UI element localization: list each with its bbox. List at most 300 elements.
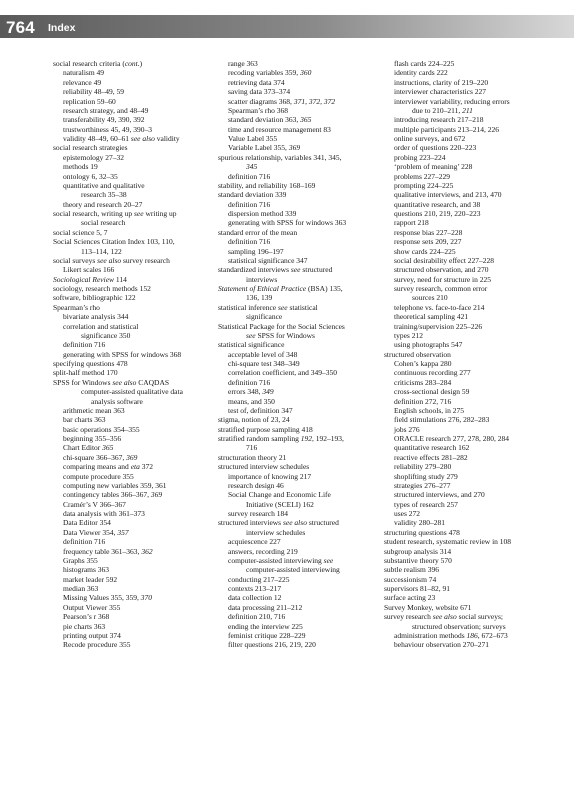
index-entry xyxy=(53,247,223,256)
index-entry-text: dispersion method 339 xyxy=(228,209,297,218)
index-entry xyxy=(218,134,388,143)
index-entry-text: definition 716 xyxy=(228,171,271,181)
index-entry-text: replication 59–60 xyxy=(63,96,116,106)
index-entry xyxy=(218,237,388,246)
index-entry-text: interviewer characteristics 227 xyxy=(394,87,487,97)
index-entry-text: strategies 276–277 xyxy=(394,480,451,490)
index-column-3 xyxy=(384,59,564,650)
index-entry-text: Output Viewer 355 xyxy=(63,602,121,612)
index-entry-text: response bias 227–228 xyxy=(394,227,463,237)
index-entry-text: 716 xyxy=(246,443,258,453)
index-entry-text: Spearman’s rho 368 xyxy=(228,105,288,115)
index-entry-text: behaviour observation 270–271 xyxy=(394,640,489,650)
index-entry xyxy=(218,368,388,377)
index-entry xyxy=(218,78,388,87)
index-entry-text: spurious relationship, variables 341, 345, xyxy=(218,152,342,162)
index-entry xyxy=(384,453,564,462)
index-entry-text: significance 350 xyxy=(81,330,131,340)
index-entry xyxy=(384,331,564,340)
index-entry-text: definition 272, 716 xyxy=(394,396,452,406)
index-entry xyxy=(384,106,564,115)
index-entry xyxy=(218,200,388,209)
index-entry-text: structuration theory 21 xyxy=(218,452,287,462)
index-entry-text: using photographs 547 xyxy=(394,340,463,350)
index-entry xyxy=(218,350,388,359)
index-entry xyxy=(218,387,388,396)
index-entry xyxy=(53,162,223,171)
index-entry-text: statistical significance 347 xyxy=(228,255,308,265)
index-entry-text: Data Editor 354 xyxy=(63,518,111,528)
index-entry xyxy=(384,584,564,593)
index-entry-text: bar charts 363 xyxy=(63,415,106,425)
index-entry xyxy=(384,200,564,209)
index-entry-text: generating with SPSS for windows 368 xyxy=(63,349,182,359)
index-entry xyxy=(218,359,388,368)
index-entry-text: standardized interviews xyxy=(218,265,291,275)
index-entry xyxy=(218,228,388,237)
index-entry xyxy=(218,331,388,340)
index-entry xyxy=(53,284,223,293)
index-entry-italic-text: Sociological Review xyxy=(53,274,115,284)
index-entry-text: trustworthiness 45, 49, 390–3 xyxy=(63,124,152,134)
index-entry xyxy=(384,593,564,602)
index-entry-text: probing 223–224 xyxy=(394,152,446,162)
index-entry xyxy=(218,340,388,349)
index-entry xyxy=(218,434,388,443)
index-entry-text: response sets 209, 227 xyxy=(394,237,462,247)
index-entry-text: statistical significance xyxy=(218,340,285,350)
index-entry xyxy=(53,603,223,612)
index-entry xyxy=(53,134,223,143)
index-entry xyxy=(384,387,564,396)
index-entry xyxy=(218,462,388,471)
index-entry xyxy=(218,547,388,556)
index-entry xyxy=(53,78,223,87)
index-entry xyxy=(53,612,223,621)
index-entry-text: 114 xyxy=(114,274,127,284)
index-entry-text: flash cards 224–225 xyxy=(394,59,455,68)
index-entry-italic-text: 349 xyxy=(262,387,274,397)
index-entry-text: computer-assisted interviewing xyxy=(246,565,340,575)
index-entry-text: interview schedules xyxy=(246,527,306,537)
index-entry-text: means, and 350 xyxy=(228,396,275,406)
index-entry-text: basic operations 354–355 xyxy=(63,424,140,434)
index-entry xyxy=(384,612,564,621)
index-entry-text: theory and research 20–27 xyxy=(63,199,143,209)
index-entry xyxy=(384,284,564,293)
index-entry-italic-text: see xyxy=(246,330,256,340)
index-entry-text: research design 46 xyxy=(228,480,284,490)
index-entry xyxy=(53,350,223,359)
index-entry xyxy=(53,143,223,152)
index-entry xyxy=(384,115,564,124)
index-entry xyxy=(218,397,388,406)
index-entry-text: 136, 139 xyxy=(246,293,273,303)
index-entry xyxy=(384,640,564,649)
index-entry xyxy=(218,565,388,574)
index-entry-text: specifying questions 478 xyxy=(53,359,128,368)
index-entry-text: qualitative interviews, and 213, 470 xyxy=(394,190,502,200)
index-entry-text: stability, and reliability 168–169 xyxy=(218,180,316,190)
index-entry-text: interviewer variability, reducing errors xyxy=(394,96,510,106)
index-entry-text: field stimulations 276, 282–283 xyxy=(394,415,490,425)
index-entry xyxy=(53,472,223,481)
index-entry xyxy=(384,509,564,518)
index-entry-text: computing new variables 359, 361 xyxy=(63,480,167,490)
index-entry-text: arithmetic mean 363 xyxy=(63,405,125,415)
index-entry-text: data collection 12 xyxy=(228,593,282,603)
index-entry xyxy=(53,415,223,424)
index-entry xyxy=(384,565,564,574)
index-entry-text: identity cards 222 xyxy=(394,68,448,78)
index-entry xyxy=(218,190,388,199)
index-entry-text: stratified purpose sampling 418 xyxy=(218,424,313,434)
index-entry-text: questions 210, 219, 220–223 xyxy=(394,209,481,218)
index-column-2 xyxy=(218,59,388,650)
index-entry xyxy=(53,518,223,527)
index-entry xyxy=(384,415,564,424)
index-entry-text: social research, writing up xyxy=(53,209,135,218)
index-entry xyxy=(53,97,223,106)
index-entry xyxy=(384,368,564,377)
index-entry xyxy=(384,190,564,199)
index-entry-text: supervisors 81–82, 91 xyxy=(384,584,451,593)
index-entry-text: data processing 211–212 xyxy=(228,602,303,612)
index-entry xyxy=(53,631,223,640)
index-entry-text: , 192–193, xyxy=(311,434,344,443)
index-entry xyxy=(384,209,564,218)
index-entry-text: Value Label 355 xyxy=(228,134,278,143)
index-entry xyxy=(53,556,223,565)
index-entry-text: quantitative and qualitative xyxy=(63,180,145,190)
index-entry-text: naturalism 49 xyxy=(63,68,105,78)
index-entry-text: definition 716 xyxy=(63,537,106,547)
index-entry-italic-text: 370 xyxy=(140,593,153,603)
index-entry xyxy=(53,331,223,340)
index-entry-text: conducting 217–225 xyxy=(228,574,290,584)
index-entry xyxy=(218,284,388,293)
index-entry-text: bivariate analysis 344 xyxy=(63,312,129,322)
index-entry xyxy=(53,528,223,537)
index-entry-text: sociology, research methods 152 xyxy=(53,284,151,293)
index-entry-text: structured interviews, and 270 xyxy=(394,490,485,500)
index-entry xyxy=(53,453,223,462)
index-entry-text: standard deviation 339 xyxy=(218,190,287,200)
index-entry xyxy=(218,518,388,527)
index-entry xyxy=(218,87,388,96)
index-entry-text: Data Viewer 354, xyxy=(63,527,118,537)
index-entry-text: , xyxy=(305,96,309,106)
index-entry xyxy=(53,490,223,499)
index-entry xyxy=(384,434,564,443)
index-entry-text: reliability 48–49, 59 xyxy=(63,87,125,97)
index-entry xyxy=(218,500,388,509)
index-entry-text: administration methods xyxy=(394,630,467,640)
index-entry-text: Recode procedure 355 xyxy=(63,640,131,650)
index-entry xyxy=(384,293,564,302)
index-entry-text: shoplifting study 279 xyxy=(394,471,458,481)
index-entry-text: Social Change and Economic Life xyxy=(228,490,331,500)
index-entry xyxy=(218,622,388,631)
index-entry-text: quantitative research 162 xyxy=(394,443,470,453)
index-entry xyxy=(384,556,564,565)
index-entry-text: split-half method 170 xyxy=(53,368,118,378)
index-entry xyxy=(384,500,564,509)
index-entry xyxy=(218,406,388,415)
index-entry-text: writing up xyxy=(143,209,177,218)
index-entry-italic-text: 211 xyxy=(462,105,473,115)
index-entry-text: instructions, clarity of 219–220 xyxy=(394,77,489,87)
index-entry xyxy=(218,265,388,274)
index-entry xyxy=(218,612,388,621)
index-entry xyxy=(384,125,564,134)
index-entry-text: sources 210 xyxy=(412,293,448,303)
index-entry xyxy=(384,97,564,106)
index-entry xyxy=(53,209,223,218)
index-entry-text: jobs 276 xyxy=(394,424,420,434)
index-entry-italic-text: see also xyxy=(282,518,307,528)
index-entry xyxy=(384,359,564,368)
index-entry-text: software, bibliographic 122 xyxy=(53,293,136,303)
index-entry-text: , 672–673 xyxy=(477,630,508,640)
index-entry xyxy=(218,378,388,387)
index-entry-italic-text: eta xyxy=(130,462,140,472)
index-entry xyxy=(384,575,564,584)
index-entry xyxy=(53,200,223,209)
index-entry-italic-text: see also xyxy=(112,377,137,387)
index-entry xyxy=(53,462,223,471)
index-entry xyxy=(218,115,388,124)
index-entry-italic-text: see xyxy=(277,302,288,312)
index-entry xyxy=(53,425,223,434)
index-entry-text: social research xyxy=(81,218,126,228)
index-entry-text: validity 280–281 xyxy=(394,518,446,528)
index-entry xyxy=(53,593,223,602)
index-entry-italic-text: see also xyxy=(432,612,457,622)
index-entry xyxy=(218,312,388,321)
index-entry xyxy=(384,68,564,77)
index-entry-text: (BSA) 135, xyxy=(306,284,343,293)
index-entry-text: subtle realism 396 xyxy=(384,565,439,575)
index-entry-text: contingency tables 366–367, xyxy=(63,490,151,500)
index-entry-text: filter questions 216, 219, 220 xyxy=(228,640,316,650)
index-entry xyxy=(384,143,564,152)
index-entry xyxy=(384,275,564,284)
index-entry-text: online surveys, and 672 xyxy=(394,134,466,143)
index-entry xyxy=(218,490,388,499)
index-entry xyxy=(384,340,564,349)
index-entry-text: ending the interview 225 xyxy=(228,621,303,631)
index-entry-text: 372 xyxy=(139,462,153,472)
index-entry-text: survey, need for structure in 225 xyxy=(394,274,491,284)
index-entry xyxy=(384,87,564,96)
index-entry xyxy=(218,172,388,181)
index-entry xyxy=(53,125,223,134)
index-entry-text: SPSS for Windows xyxy=(255,330,315,340)
index-entry-text: substantive theory 570 xyxy=(384,555,452,565)
index-entry-text: Cramér’s V 366–367 xyxy=(63,499,126,509)
index-entry xyxy=(218,453,388,462)
index-entry xyxy=(53,68,223,77)
page-header xyxy=(0,0,574,38)
index-entry-text: importance of knowing 217 xyxy=(228,471,312,481)
index-entry-text: market leader 592 xyxy=(63,574,118,584)
index-entry-text: theoretical sampling 421 xyxy=(394,312,469,322)
index-entry xyxy=(53,397,223,406)
index-entry xyxy=(53,265,223,274)
index-entry xyxy=(53,359,223,368)
index-entry xyxy=(218,125,388,134)
index-entry-text: structured interviews xyxy=(218,518,283,528)
index-entry-text: structuring questions 478 xyxy=(384,527,460,537)
index-entry-text: social research criteria ( xyxy=(53,59,125,68)
index-entry-text: social desirability effect 227–228 xyxy=(394,255,495,265)
index-entry-italic-text: 357 xyxy=(117,527,129,537)
index-entry xyxy=(53,237,223,246)
index-entry-text: acceptable level of 348 xyxy=(228,349,298,359)
index-entry-text: problems 227–229 xyxy=(394,171,451,181)
index-entry xyxy=(218,153,388,162)
index-entry-text: prompting 224–225 xyxy=(394,180,454,190)
index-entry xyxy=(218,603,388,612)
index-entry-text: survey research 184 xyxy=(228,509,288,518)
index-entry-italic-text: cont. xyxy=(124,59,140,68)
index-entry-text: ‘problem of meaning’ 228 xyxy=(394,162,473,172)
header-band xyxy=(0,15,574,38)
index-entry-text: successionism 74 xyxy=(384,574,437,584)
index-entry xyxy=(384,518,564,527)
index-entry-text: retrieving data 374 xyxy=(228,77,285,87)
index-entry-text: social research strategies xyxy=(53,143,128,153)
index-entry-text: structured xyxy=(300,265,333,275)
index-entry-text: survey research, common error xyxy=(394,284,488,293)
index-entry-text: SPSS for Windows xyxy=(53,377,113,387)
index-entry-text: criticisms 283–284 xyxy=(394,377,452,387)
index-entry xyxy=(53,443,223,452)
index-entry xyxy=(53,584,223,593)
index-entry-text: standard deviation 363, xyxy=(228,115,301,125)
index-entry-text: methods 19 xyxy=(63,162,98,172)
index-entry-text: correlation and statistical xyxy=(63,321,139,331)
index-column-1 xyxy=(53,59,223,650)
index-entry-text: test of, definition 347 xyxy=(228,405,293,415)
index-entry xyxy=(53,640,223,649)
index-entry-text: show cards 224–225 xyxy=(394,246,456,256)
index-entry-text: printing output 374 xyxy=(63,630,121,640)
index-entry xyxy=(384,312,564,321)
index-entry xyxy=(53,575,223,584)
index-entry-text: definition 716 xyxy=(63,340,106,350)
index-entry-text: research 35–38 xyxy=(81,190,127,200)
index-entry xyxy=(384,425,564,434)
index-entry-text: relevance 49 xyxy=(63,77,102,87)
index-entry xyxy=(218,575,388,584)
index-entry xyxy=(53,115,223,124)
index-entry-text: student research, systematic review in 108 xyxy=(384,537,512,547)
index-entry-text: subgroup analysis 314 xyxy=(384,546,452,556)
index-entry-text: reactive effects 281–282 xyxy=(394,452,468,462)
index-entry-text: chi-square 366–367, xyxy=(63,452,127,462)
index-entry-text: comparing means and xyxy=(63,462,131,472)
index-entry xyxy=(384,350,564,359)
index-entry xyxy=(384,472,564,481)
index-entry-text: definition 716 xyxy=(228,377,271,387)
index-entry xyxy=(53,322,223,331)
index-entry-italic-text: 369 xyxy=(126,452,138,462)
index-entry-text: types 212 xyxy=(394,330,423,340)
index-entry xyxy=(384,218,564,227)
index-entry xyxy=(218,256,388,265)
index-entry xyxy=(384,528,564,537)
index-entry-text: data analysis with 361–373 xyxy=(63,509,145,518)
index-entry xyxy=(218,481,388,490)
index-entry-text: chi-square test 348–349 xyxy=(228,359,300,368)
index-entry-text: Initiative (SCELI) 162 xyxy=(246,499,314,509)
index-entry-text: order of questions 220–223 xyxy=(394,143,477,153)
index-entry xyxy=(218,275,388,284)
index-entry-italic-text: see also xyxy=(130,134,155,143)
index-entry-text: statistical inference xyxy=(218,302,278,312)
index-entry xyxy=(53,228,223,237)
index-entry xyxy=(384,134,564,143)
index-entry-text: Survey Monkey, website 671 xyxy=(384,602,472,612)
index-entry xyxy=(218,509,388,518)
index-entry xyxy=(218,556,388,565)
index-entry xyxy=(384,603,564,612)
index-entry xyxy=(384,303,564,312)
index-entry xyxy=(218,218,388,227)
index-entry xyxy=(53,434,223,443)
index-entry-text: survey research xyxy=(384,612,433,622)
index-entry-italic-text: see also xyxy=(97,255,122,265)
index-entry-text: sampling 196–197 xyxy=(228,246,284,256)
index-entry-text: recoding variables 359, xyxy=(228,68,301,78)
index-entry-italic-text: see xyxy=(290,265,301,275)
index-entry-text: contexts 213–217 xyxy=(228,584,282,593)
index-entry-text: histograms 363 xyxy=(63,565,110,575)
index-entry-text: computer-assisted interviewing xyxy=(228,555,324,565)
index-entry-italic-text: 372 xyxy=(308,96,321,106)
index-entry-text: uses 272 xyxy=(394,509,421,518)
index-entry xyxy=(218,322,388,331)
index-entry-text: cross-sectional design 59 xyxy=(394,387,470,397)
index-entry-text: telephone vs. face-to-face 214 xyxy=(394,302,485,312)
index-entry xyxy=(53,153,223,162)
index-entry-text: Pearson’s r 368 xyxy=(63,612,110,622)
index-entry xyxy=(384,322,564,331)
index-entry xyxy=(53,312,223,321)
index-entry-text: feminist critique 228–229 xyxy=(228,630,306,640)
index-entry xyxy=(218,303,388,312)
index-entry-text: structured interview schedules xyxy=(218,462,310,472)
index-entry-text: social surveys xyxy=(53,255,98,265)
index-entry-text: Graphs 355 xyxy=(63,555,98,565)
index-entry-text: interviews xyxy=(246,274,278,284)
index-entry-text: types of research 257 xyxy=(394,499,458,509)
index-entry-text: Social Sciences Citation Index 103, 110, xyxy=(53,237,175,247)
index-entry xyxy=(384,443,564,452)
index-entry-text: Statistical Package for the Social Sciences xyxy=(218,321,345,331)
index-entry-text: due to 210–211, xyxy=(412,105,463,115)
index-entry-text: median 363 xyxy=(63,584,99,593)
index-entry-text: CAQDAS xyxy=(136,377,170,387)
index-entry xyxy=(53,87,223,96)
index-entry xyxy=(384,172,564,181)
index-entry xyxy=(218,247,388,256)
index-entry-text: Chart Editor xyxy=(63,443,103,453)
index-entry-text: Likert scales 166 xyxy=(63,265,115,275)
index-entry xyxy=(53,275,223,284)
